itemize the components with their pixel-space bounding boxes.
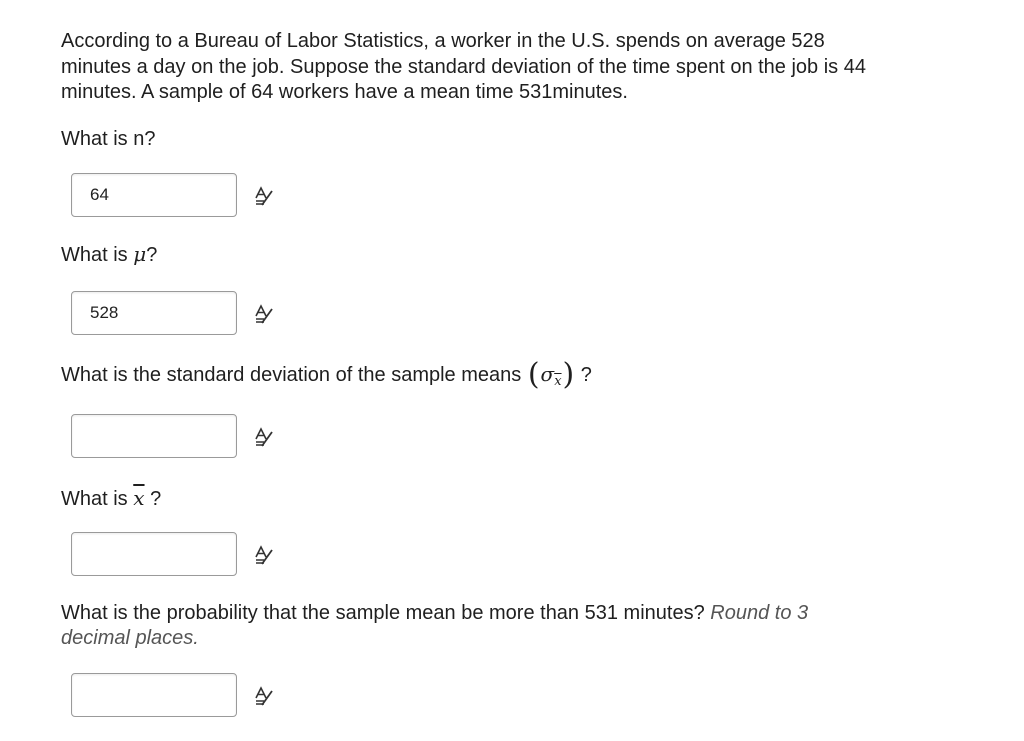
- sigma-symbol: σ: [540, 362, 555, 386]
- formula-preview-icon[interactable]: [252, 302, 276, 326]
- question-n: [61, 127, 155, 152]
- left-paren: (: [527, 357, 540, 392]
- question-mu: [61, 242, 157, 268]
- right-paren: ): [562, 357, 575, 392]
- formula-preview-icon[interactable]: [252, 425, 276, 449]
- mu-symbol: μ: [133, 242, 147, 266]
- answer-probability-input[interactable]: [71, 673, 237, 717]
- xbar-subscript: x: [554, 374, 562, 389]
- question-mu-label: What is: [61, 244, 134, 266]
- question-probability: [61, 601, 881, 651]
- question-mu-suffix: ?: [146, 244, 158, 266]
- formula-preview-icon[interactable]: [252, 184, 276, 208]
- question-n-label: What is n?: [61, 128, 156, 150]
- question-sigma-xbar: [61, 357, 592, 394]
- answer-n-input[interactable]: [71, 173, 237, 217]
- xbar-symbol: $\overline{x}$: [133, 486, 145, 510]
- answer-sigma-xbar-input[interactable]: [71, 414, 237, 458]
- question-xbar: [61, 486, 161, 512]
- question-probability-label: What is the probability that the sample mean be more than 531 minutes?: [61, 602, 705, 624]
- answer-xbar-input[interactable]: [71, 532, 237, 576]
- formula-preview-icon[interactable]: [252, 684, 276, 708]
- rounding-hint: Round to 3 decimal places.: [61, 602, 809, 649]
- question-sigma-label: What is the standard deviation of the sample means: [61, 364, 527, 386]
- question-xbar-suffix: ?: [144, 488, 162, 510]
- answer-mu-input[interactable]: [71, 291, 237, 335]
- problem-statement: According to a Bureau of Labor Statistics, a worker in the U.S. spends on average 528 minutes a day on the job. Suppose the standard deviation of the time spent on the job is 44 minutes. A sample of 64 workers have a mean time 531minutes.: [61, 30, 866, 103]
- question-xbar-label: What is: [61, 488, 134, 510]
- question-sigma-suffix: ?: [575, 364, 592, 386]
- formula-preview-icon[interactable]: [252, 543, 276, 567]
